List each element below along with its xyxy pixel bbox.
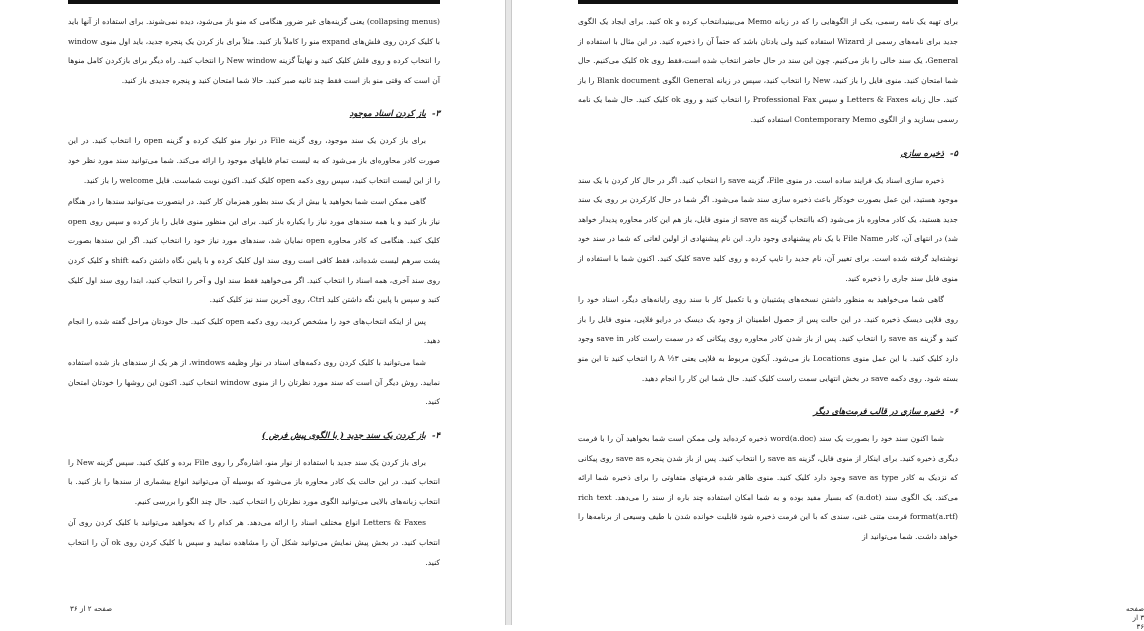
page-footer-right: صفحه ۳ از ۳۶ (1126, 604, 1144, 631)
body-paragraph: Letters & Faxes انواع مختلف اسناد را ارائه می‌دهد. هر کدام را که بخواهید می‌توانید با کلیک کردن روی آن انتخاب کنید. در بخش پیش نمایش می‌توانید شکل آن را مشاهده نمایید و سپس با کلیک کردن روی ok آن را انتخاب کنید. (68, 518, 440, 567)
section-title: باز کردن یک سند جدید ( با الگوی پیش فرض ) (261, 429, 427, 440)
body-paragraph: برای تهیه یک نامه رسمی، یکی از الگوهایی را که در زبانه Memo می‌بینید‌انتخاب کرده و ok کنید. برای ایجاد یک الگوی جدید برای نامه‌های رسمی از Wizard استفاده کنید ولی یادتان باشد که حتماً آن را ذخیره کنید. در این مثال با استفاده از General، یک سند خالی را باز می‌کنیم. چون این سند در حال حاضر انتخاب شده است،فقط روی ok کلیک می‌کنیم. حال شما امتحان کنید. منوی فایل را باز کنید، New را انتخاب کنید، سپس در زبانه General الگوی Blank document را باز کنید. حال زبانه Letters & Faxes و سپس Professional Fax را انتخاب کنید و روی ok کلیک کنید. حال شما یک نامه رسمی بسازید و از الگوی Contemporary Memo استفاده کنید. (578, 17, 959, 124)
section-number: ۵- (950, 147, 958, 158)
left-page (0, 0, 505, 625)
right-page (512, 0, 1144, 631)
section-title: ذخیره سازی در قالب فرمت‌های دیگر (813, 406, 945, 417)
page-gutter (505, 0, 512, 625)
section-heading (578, 143, 958, 163)
body-paragraph: گاهی ممکن است شما بخواهید یا بیش از یک سند بطور همزمان کار کنید. در اینصورت می‌توانید سندها را در هنگام نیاز باز کنید و یا همه سندهای مورد نیاز را یکباره باز کنید. برای این منظور منوی فایل را باز کرده و سپس روی open کلیک کنید. هنگامی که کادر محاوره open نمایان شد، سندهای مورد نیاز خود را انتخاب کنید. اگر این سندها بصورت پشت سرهم لیست شده‌اند، فقط کافی است روی سند اول کلیک کرده و با پایین نگاه داشتن دکمه shift و کلیک کردن روی سند آخری، همه اسناد را انتخاب کنید. اگر می‌خواهید فقط سند اول و آخر را انتخاب کنید، ابتدا روی سند اول کلیک کنید و سپس با پایین نگه داشتن کلید Ctrl، روی آخرین سند نیز کلیک کنید. (68, 197, 441, 305)
section-number: ۶- (950, 406, 958, 417)
section-title: ذخیره سازی (900, 147, 945, 158)
body-paragraph: پس از اینکه انتخاب‌های خود را مشخص کردید، روی دکمه open کلیک کنید. حال خودتان مراحل گفته شده را انجام دهید. (68, 316, 440, 346)
right-page-content (578, 12, 958, 547)
section-heading (578, 401, 958, 421)
body-paragraph: برای باز کردن یک سند جدید با استفاده از نوار منو، اشاره‌گر را روی File برده و کلیک کنید. سپس گزینه New را انتخاب کنید. در این حالت یک کادر محاوره باز می‌شود که بوسیله آن می‌توانید انواع بیشماری از سندها را باز کنید. با انتخاب زبانه‌های بالایی می‌توانید الگوی مورد نظرتان را انتخاب کنید. حال چند الگو را بررسی کنیم. (68, 457, 440, 506)
page-footer-left: صفحه ۲ از ۳۶ (70, 604, 113, 613)
body-paragraph: شما می‌توانید با کلیک کردن روی دکمه‌های اسناد در نوار وظیفه windows، از هر یک از سندهای باز شده استفاده نمایید. روش دیگر آن است که سند مورد نظرتان را از منوی window انتخاب کنید. اکنون این روشها را خودتان امتحان کنید. (68, 357, 440, 407)
page-top-rule (578, 0, 958, 4)
body-paragraph: برای باز کردن یک سند موجود، روی گزینه File در نوار منو کلیک کرده و گزینه open را انتخاب کنید. در این صورت کادر محاوره‌ای باز می‌شود که به لیست تمام فایلهای موجود را ارائه می‌کند. شما می‌توانید سند مورد نظر خود را از این لیست انتخاب کنید، سپس روی دکمه open کلیک کنید. اکنون نوبت شماست. فایل welcome را باز کنید. (68, 136, 440, 185)
body-paragraph: ذخیره سازی اسناد یک فرایند ساده است. در منوی File، گزینه save را انتخاب کنید. اگر در حال کار کردن با یک سند موجود هستید، این عمل بصورت خودکار باعث ذخیره سازی سند شما می‌شود. اگر شما در حال کارکردن بر روی یک سند جدید هستید، یک کادر محاوره باز می‌شود (که باانتخاب گزینه save as از منوی فایل، باز هم این کادر محاوره پدیدار خواهد شد) در انتهای آن، کادر File Name با یک نام پیشنهادی وجود دارد. این نام پیشنهادی از اولین لغاتی که شما در سند خود نوشته‌اید گرفته شده است. برای تغییر آن، نام جدید را تایپ کرده و روی کلید save کلیک کنید. اکنون شما با استفاده از منوی فایل سند جاری را ذخیره کنید. (578, 175, 959, 283)
body-paragraph: گاهی شما می‌خواهید به منظور داشتن نسخه‌های پشتیبان و یا تکمیل کار با سند روی رایانه‌های دیگر، اسناد خود را روی فلاپی دیسک ذخیره کنید. در این حالت پس از حصول اطمینان از وجود یک دیسک در درایو فلاپی، منوی فایل را باز کنید و گزینه save as را انتخاب کنید. پس از باز شدن کادر محاوره روی پیکانی که در سمت راست کادر save in وجود دارد کلیک کنید. با این عمل منوی Locations باز می‌شود. آیکون مربوط به فلاپی یعنی ۳½ A را انتخاب کنید تا این منو بسته شود. روی دکمه save در بخش انتهایی سمت راست کلیک کنید. حال شما این کار را انجام دهید. (578, 295, 958, 383)
section-number: ۳- (432, 108, 440, 119)
body-paragraph: شما اکنون سند خود را بصورت یک سند word(a.doc) ذخیره کرده‌اید ولی ممکن است شما بخواهید آن را با فرمت دیگری ذخیره کنید. برای اینکار از منوی فایل، گزینه save as را انتخاب کنید. پس از باز شدن پنجره save as روی پیکانی که نزدیک به کادر save as type وجود دارد کلیک کنید. منوی ظاهر شده فرمتهای متفاوتی را برای ذخیره شما ارائه می‌کند. یک الگوی سند (a.dot) که بسیار مفید بوده و به شما امکان استفاده چند باره از سند را می‌دهد. rich text format(a.rtf) فرمت متنی غنی، سندی که با این فرمت ذخیره شود قابلیت خوانده شدن با طیف وسیعی از برنامه‌ها را خواهد داشت. شما می‌توانید از (578, 434, 959, 542)
left-page-content (68, 12, 440, 572)
body-paragraph: (collapsing menus) یعنی گزینه‌های غیر ضرور هنگامی که منو باز می‌شود، دیده نمی‌شوند. برای استفاده از آنها باید با کلیک کردن روی فلش‌های expand منو را کاملاً باز کنید. مثلاً برای باز کردن یک پنجره جدید، باید اول منوی window را انتخاب کرده و روی فلش کلیک کنید و نهایتاً گزینه New window را انتخاب کنید. راه دیگر برای بازکردن کامل منوها آن است که وقتی منو باز است فقط چند ثانیه صبر کنید. حالا شما امتحان کنید و پنجره جدیدی باز کنید. (68, 17, 441, 85)
section-heading (68, 425, 440, 445)
section-title: باز کردن اسناد موجود (349, 108, 427, 119)
section-heading (68, 103, 440, 123)
page-top-rule (68, 0, 440, 4)
section-number: ۴- (432, 429, 440, 440)
